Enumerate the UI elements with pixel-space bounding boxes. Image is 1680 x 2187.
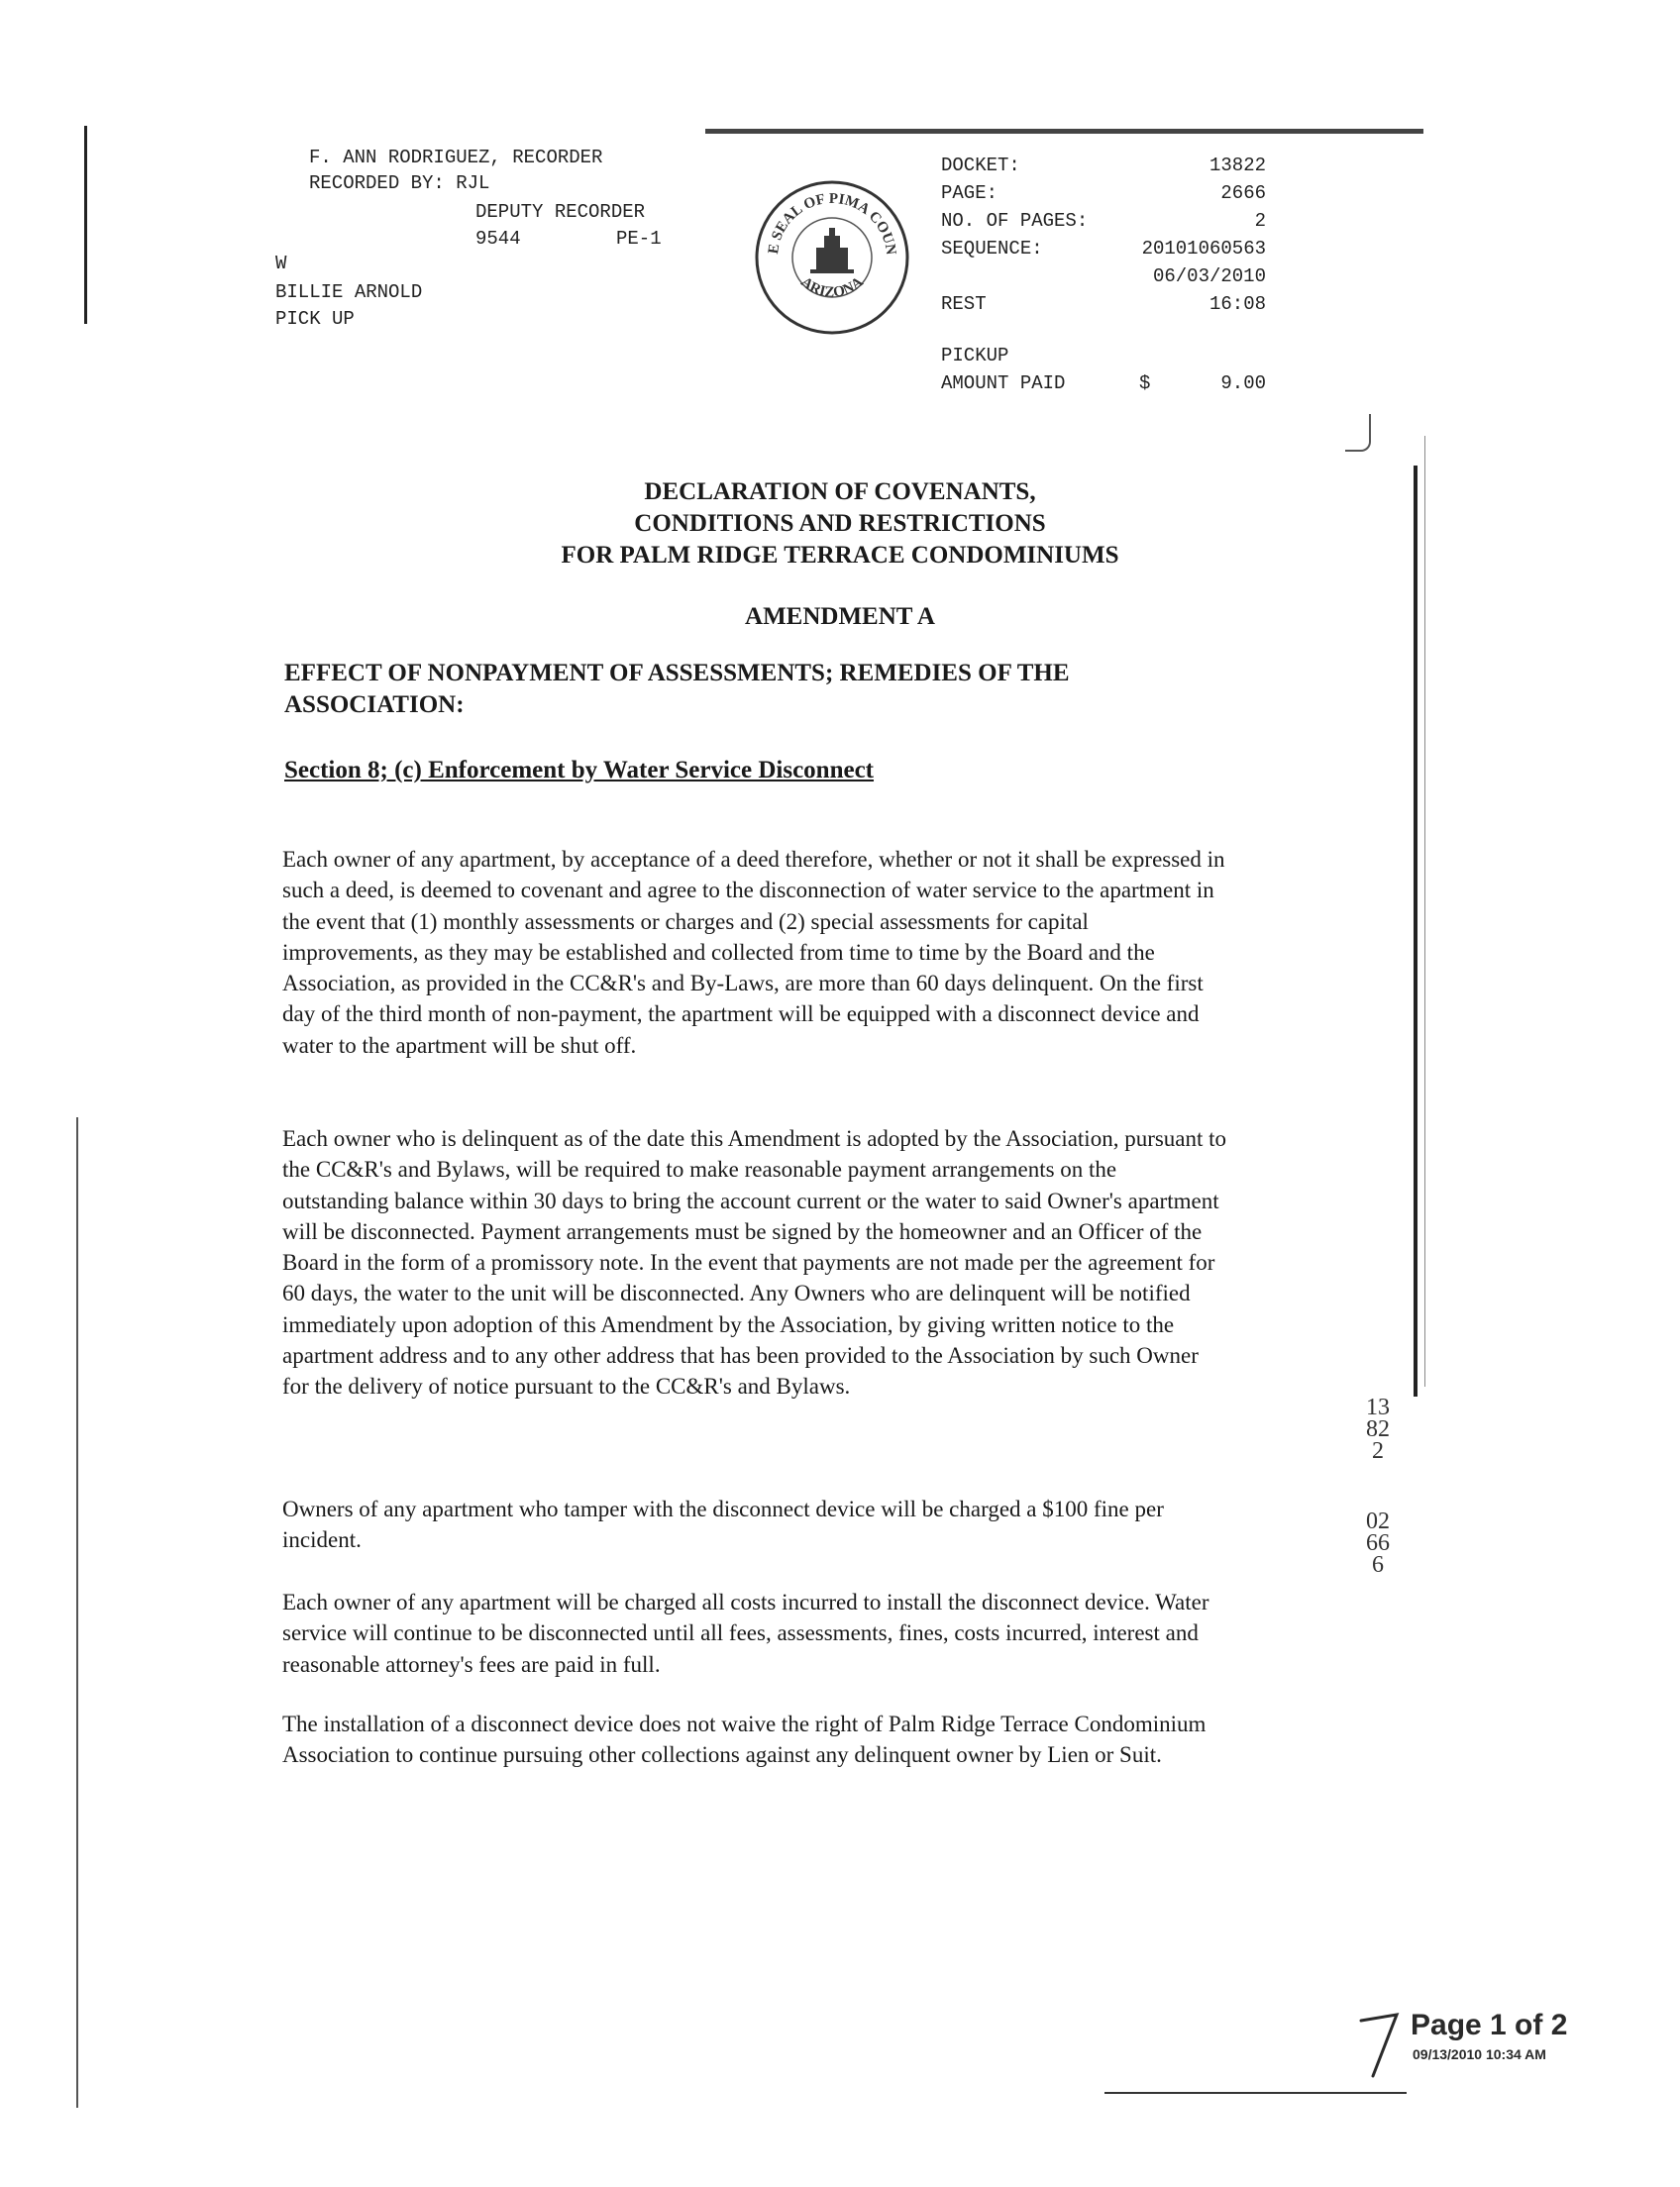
page-row <box>941 179 1266 207</box>
recorder-number: 9544 <box>475 228 521 250</box>
margin-mark <box>1345 414 1371 452</box>
section-title: Section 8; (c) Enforcement by Water Service Disconnect <box>284 757 875 783</box>
handwritten-mark <box>1357 2011 1403 2080</box>
recorder-pickup: PICK UP <box>275 308 355 330</box>
footer-rule <box>1104 2092 1407 2094</box>
recorded-by: RECORDED BY: RJL <box>309 172 490 194</box>
page-label: PAGE: <box>941 182 998 204</box>
page-indicator: Page 1 of 2 <box>1411 2009 1568 2041</box>
currency-symbol: $ <box>1139 372 1151 394</box>
sequence-row <box>941 235 1266 262</box>
sequence-label: SEQUENCE: <box>941 238 1043 260</box>
deputy-recorder: DEPUTY RECORDER <box>475 201 646 223</box>
pickup-label: PICKUP <box>941 345 1009 366</box>
side-stamp-docket: 13822 <box>1366 1395 1390 1464</box>
side-stamp-page: 02666 <box>1366 1509 1390 1578</box>
paragraph-4: Each owner of any apartment will be charged all costs incurred to install the disconnect device. Water service will continue to be disconnected until all fees, assessments, fines, costs incurred, interest and reasonable attorney's fees are paid in full. <box>282 1590 1209 1677</box>
recorder-party: BILLIE ARNOLD <box>275 281 423 303</box>
recorder-initial: W <box>275 253 287 274</box>
amendment-title: AMENDMENT A <box>745 603 935 630</box>
seal-building-icon <box>810 228 854 273</box>
pages-label: NO. OF PAGES: <box>941 210 1089 232</box>
seal-text-bottom: ARIZONA <box>797 273 867 301</box>
docket-label: DOCKET: <box>941 155 1020 176</box>
section-heading: EFFECT OF NONPAYMENT OF ASSESSMENTS; REMEDIES OF THE ASSOCIATION: <box>284 660 1070 718</box>
rest-label: REST <box>941 293 987 315</box>
paragraph-3: Owners of any apartment who tamper with the disconnect device will be charged a $100 fine per incident. <box>282 1497 1164 1553</box>
pages-value: 2 <box>1254 210 1266 232</box>
recorder-code: PE-1 <box>616 228 662 250</box>
page-value: 2666 <box>1220 182 1266 204</box>
right-margin-rule-thin <box>1424 436 1425 1387</box>
document-title-line2: CONDITIONS AND RESTRICTIONS <box>634 510 1046 537</box>
paragraph-2: Each owner who is delinquent as of the date this Amendment is adopted by the Association, pursuant to the CC&R's and Bylaws, will be required to make reasonable payment arrangements on the outstanding balance within 30 days to bring the account current or the water to said Owner's apartment will be disconnected. Payment arrangements must be signed by the homeowner and an Officer of the Board in the form of a promissory note. In the event that payments are not made per the agreement for 60 days, the water to the unit will be disconnected. Any Owners who are delinquent will be notified immediately upon adoption of this Amendment by the Association, by giving written notice to the apartment address and to any other address that has been provided to the Association by such Owner for the delivery of notice pursuant to the CC&R's and Bylaws. <box>282 1126 1227 1400</box>
amount-row <box>941 369 1266 397</box>
pickup-row <box>941 342 1266 369</box>
document-title-line1: DECLARATION OF COVENANTS, <box>644 478 1036 505</box>
amount-label: AMOUNT PAID <box>941 372 1066 394</box>
county-seal <box>753 178 911 337</box>
docket-block <box>941 152 1266 397</box>
record-time: 16:08 <box>1208 293 1266 315</box>
header-top-rule <box>705 129 1423 134</box>
document-title-line3: FOR PALM RIDGE TERRACE CONDOMINIUMS <box>561 542 1119 569</box>
paragraph-1: Each owner of any apartment, by acceptance of a deed therefore, whether or not it shall be expressed in such a deed, is deemed to covenant and agree to the disconnection of water service to the apartment in the event that (1) monthly assessments or charges and (2) special assessments for capital improvements, as they may be established and collected from time to time by the Board and the Association, as provided in the CC&R's and By-Laws, are more than 60 days delinquent. On the first day of the third month of non-payment, the apartment will be equipped with a disconnect device and water to the apartment will be shut off. <box>282 847 1225 1058</box>
left-margin-rule-lower <box>76 1117 78 2108</box>
seal-text-top: E SEAL OF PIMA COUN <box>765 190 899 257</box>
sequence-value: 20101060563 <box>1141 238 1266 260</box>
left-margin-rule <box>84 126 87 324</box>
recorder-name: F. ANN RODRIGUEZ, RECORDER <box>309 147 603 168</box>
amount-value: 9.00 <box>1220 372 1266 394</box>
date-row <box>941 262 1266 290</box>
pages-row <box>941 207 1266 235</box>
print-timestamp: 09/13/2010 10:34 AM <box>1413 2046 1546 2062</box>
docket-value: 13822 <box>1208 155 1266 176</box>
record-date: 06/03/2010 <box>1152 265 1266 287</box>
docket-row <box>941 152 1266 179</box>
rest-row <box>941 290 1266 318</box>
paragraph-5: The installation of a disconnect device does not waive the right of Palm Ridge Terrace Condominium Association to continue pursuing other collections against any delinquent owner by Lien or Suit. <box>282 1712 1207 1768</box>
